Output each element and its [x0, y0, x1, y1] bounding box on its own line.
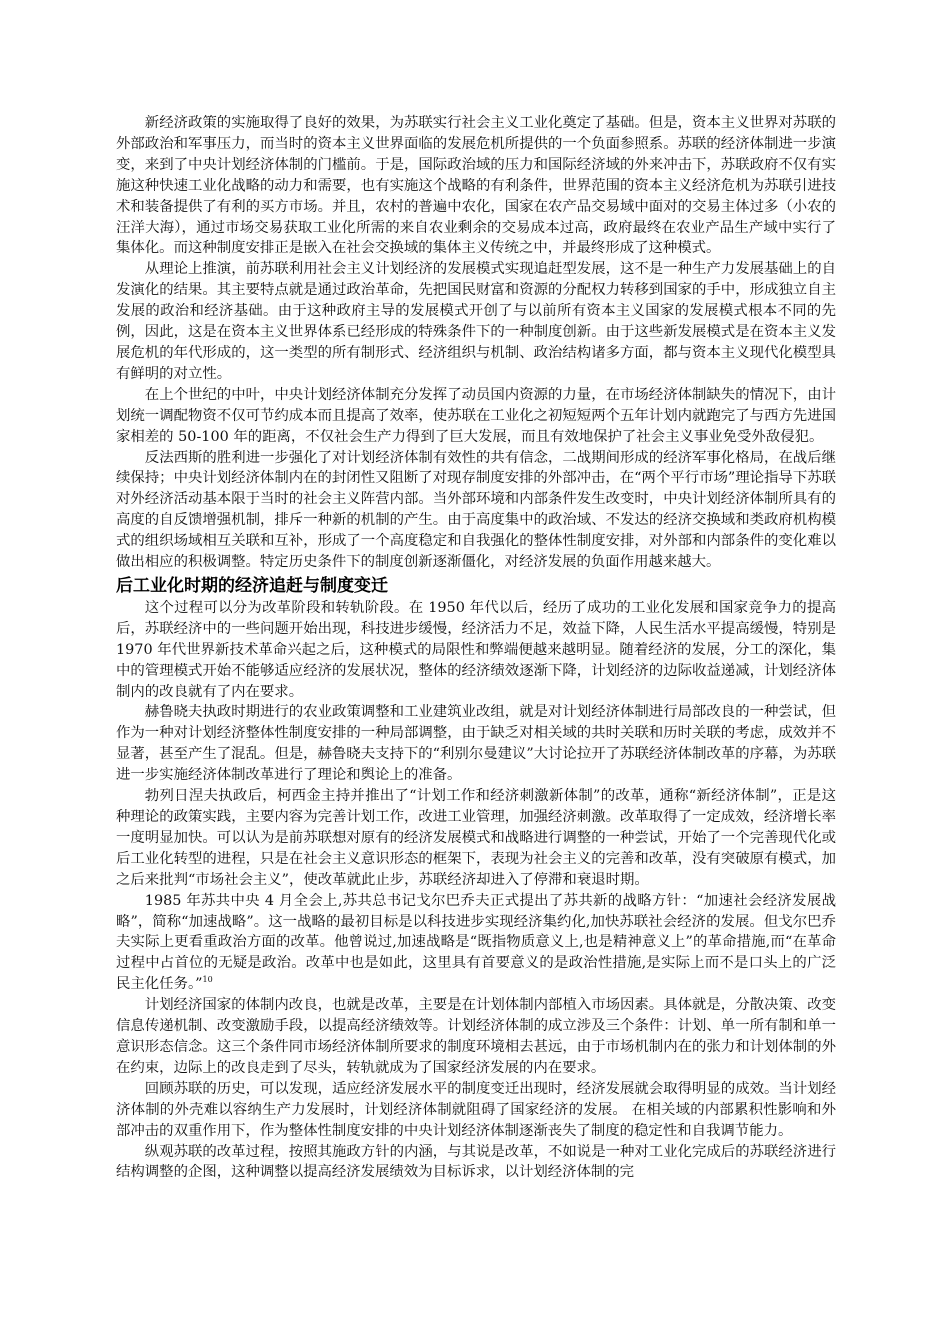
paragraph: 新经济政策的实施取得了良好的效果，为苏联实行社会主义工业化奠定了基础。但是，资本主义世界对苏联的外部政治和军事压力，而当时的资本主义世界面临的发展危机所提供的一个负面参照系。苏联的经济体制进一步演变，来到了中央计划经济体制的门槛前。于是，国际政治域的压力和国际经济域的外来冲击下，苏联政府不仅有实施这种快速工业化战略的动力和需要，也有实施这个战略的有利条件，世界范围的资本主义经济危机为苏联引进技术和装备提供了有利的买方市场。并且，农村的普遍中农化，国家在农产品交易域中面对的交易主体过多（小农的汪洋大海），通过市场交易获取工业化所需的来自农业剩余的交易成本过高，政府最终在农业产品生产域中实行了集体化。而这种制度安排正是嵌入在社会交换域的集体主义传统之中，并最终形成了这种模式。	[116, 115, 836, 257]
paragraph: 赫鲁晓夫执政时期进行的农业政策调整和工业建筑业改组，就是对计划经济体制进行局部改良的一种尝试，但作为一种对计划经济整体性制度安排的一种局部调整，由于缺乏对相关域的共时关联和历时关联的考虑，成效并不显著，甚至产生了混乱。但是，赫鲁晓夫支持下的“利别尔曼建议”大讨论拉开了苏联经济体制改革的序幕，为苏联进一步实施经济体制改革进行了理论和舆论上的准备。	[116, 704, 836, 784]
quote-text: 1985 年苏共中央 4 月全会上,苏共总书记戈尔巴乔夫正式提出了苏共新的战略方针：“加速社会经济发展战略”，简称“加速战略”。这一战略的最初目标是以科技进步实现经济集约化,加快苏联社会经济的发展。但戈尔巴乔夫实际上更看重政治方面的改革。他曾说过,加速战略是“既指物质意义上,也是精神意义上”的革命措施,而“在革命过程中占首位的无疑是政治。改革中也是如此，这里具有首要意义的是政治性措施,是实际上而不是口头上的广泛民主化任务。”	[116, 892, 836, 993]
paragraph: 在上个世纪的中叶，中央计划经济体制充分发挥了动员国内资源的力量，在市场经济体制缺失的情况下，由计划统一调配物资不仅可节约成本而且提高了效率，使苏联在工业化之初短短两个五年计划内就跑完了与西方先进国家相差的 50-100 年的距离，不仅社会生产力得到了巨大发展，而且有效地保护了社会主义事业免受外敌侵犯。	[116, 386, 836, 445]
section-heading: 后工业化时期的经济追赶与制度变迁	[116, 575, 388, 596]
paragraph: 回顾苏联的历史，可以发现，适应经济发展水平的制度变迁出现时，经济发展就会取得明显的成效。当计划经济体制的外壳难以容纳生产力发展时，计划经济体制就阻碍了国家经济的发展。 在相关域的内部累积性影响和外部冲击的双重作用下，作为整体性制度安排的中央计划经济体制逐渐丧失了制度的稳定性和自我调节能力。	[116, 1080, 836, 1139]
quote-paragraph	[116, 891, 836, 996]
paragraph: 计划经济国家的体制内改良，也就是改革，主要是在计划体制内部植入市场因素。具体就是，分散决策、改变信息传递机制、改变激励手段，以提高经济绩效等。计划经济体制的成立涉及三个条件：计划、单一所有制和单一意识形态信念。这三个条件同市场经济体制所要求的制度环境相去甚远，由于市场机制内在的张力和计划体制的外在约束，边际上的改良走到了尽头，转轨就成为了国家经济发展的内在要求。	[116, 997, 836, 1076]
paragraph: 纵观苏联的改革过程，按照其施政方针的内涵，与其说是改革，不如说是一种对工业化完成后的苏联经济进行结构调整的企图，这种调整以提高经济发展绩效为目标诉求，以计划经济体制的完	[116, 1143, 836, 1181]
paragraph: 勃列日涅夫执政后，柯西金主持并推出了“计划工作和经济刺激新体制”的改革，通称“新经济体制”，正是这种理论的政策实践，主要内容为完善计划工作，改进工业管理，加强经济刺激。改革取得了一定成效，经济增长率一度明显加快。可以认为是前苏联想对原有的经济发展模式和战略进行调整的一种尝试，开始了一个完善现代化或后工业化转型的进程，只是在社会主义意识形态的框架下，表现为社会主义的完善和改革，没有突破原有模式，加之后来批判“市场社会主义”，使改革就此止步，苏联经济却进入了停滞和衰退时期。	[116, 788, 836, 888]
document-body	[116, 113, 836, 1183]
paragraph: 反法西斯的胜利进一步强化了对计划经济体制有效性的共有信念，二战期间形成的经济军事化格局，在战后继续保持；中央计划经济体制内在的封闭性又阻断了对现存制度安排的外部冲击，在“两个平行市场”理论指导下苏联对外经济活动基本限于当时的社会主义阵营内部。当外部环境和内部条件发生改变时，中央计划经济体制所具有的高度的自反馈增强机制，排斥一种新的机制的产生。由于高度集中的政治域、不发达的经济交换域和类政府机构模式的组织场域相互关联和互补，形成了一个高度稳定和自我强化的整体性制度安排，对外部和内部条件的变化难以做出相应的积极调整。特定历史条件下的制度创新逐渐僵化，对经济发展的负面作用越来越大。	[116, 449, 836, 571]
paragraph: 这个过程可以分为改革阶段和转轨阶段。在 1950 年代以后，经历了成功的工业化发展和国家竞争力的提高后，苏联经济中的一些问题开始出现，科技进步缓慢，经济活力不足，效益下降，人民生活水平提高缓慢，特别是 1970 年代世界新技术革命兴起之后，这种模式的局限性和弊端便越来越明显。随着经济的发展，分工的深化，集中的管理模式开始不能够适应经济的发展状况，整体的经济绩效逐渐下降，计划经济的边际收益递减，计划经济体制内的改良就有了内在要求。	[116, 599, 836, 700]
paragraph: 从理论上推演，前苏联利用社会主义计划经济的发展模式实现追赶型发展，这不是一种生产力发展基础上的自发演化的结果。其主要特点就是通过政治革命，先把国民财富和资源的分配权力转移到国家的手中，形成独立自主发展的政治和经济基础。由于这种政府主导的发展模式开创了与以前所有资本主义国家的发展模式根本不同的先例，因此，这是在资本主义世界体系已经形成的特殊条件下的一种制度创新。由于这些新发展模式是在资本主义发展危机的年代形成的，这一类型的所有制形式、经济组织与机制、政治结构诸多方面，都与资本主义现代化模型具有鲜明的对立性。	[116, 261, 836, 382]
footnote-marker: 10	[202, 975, 213, 985]
